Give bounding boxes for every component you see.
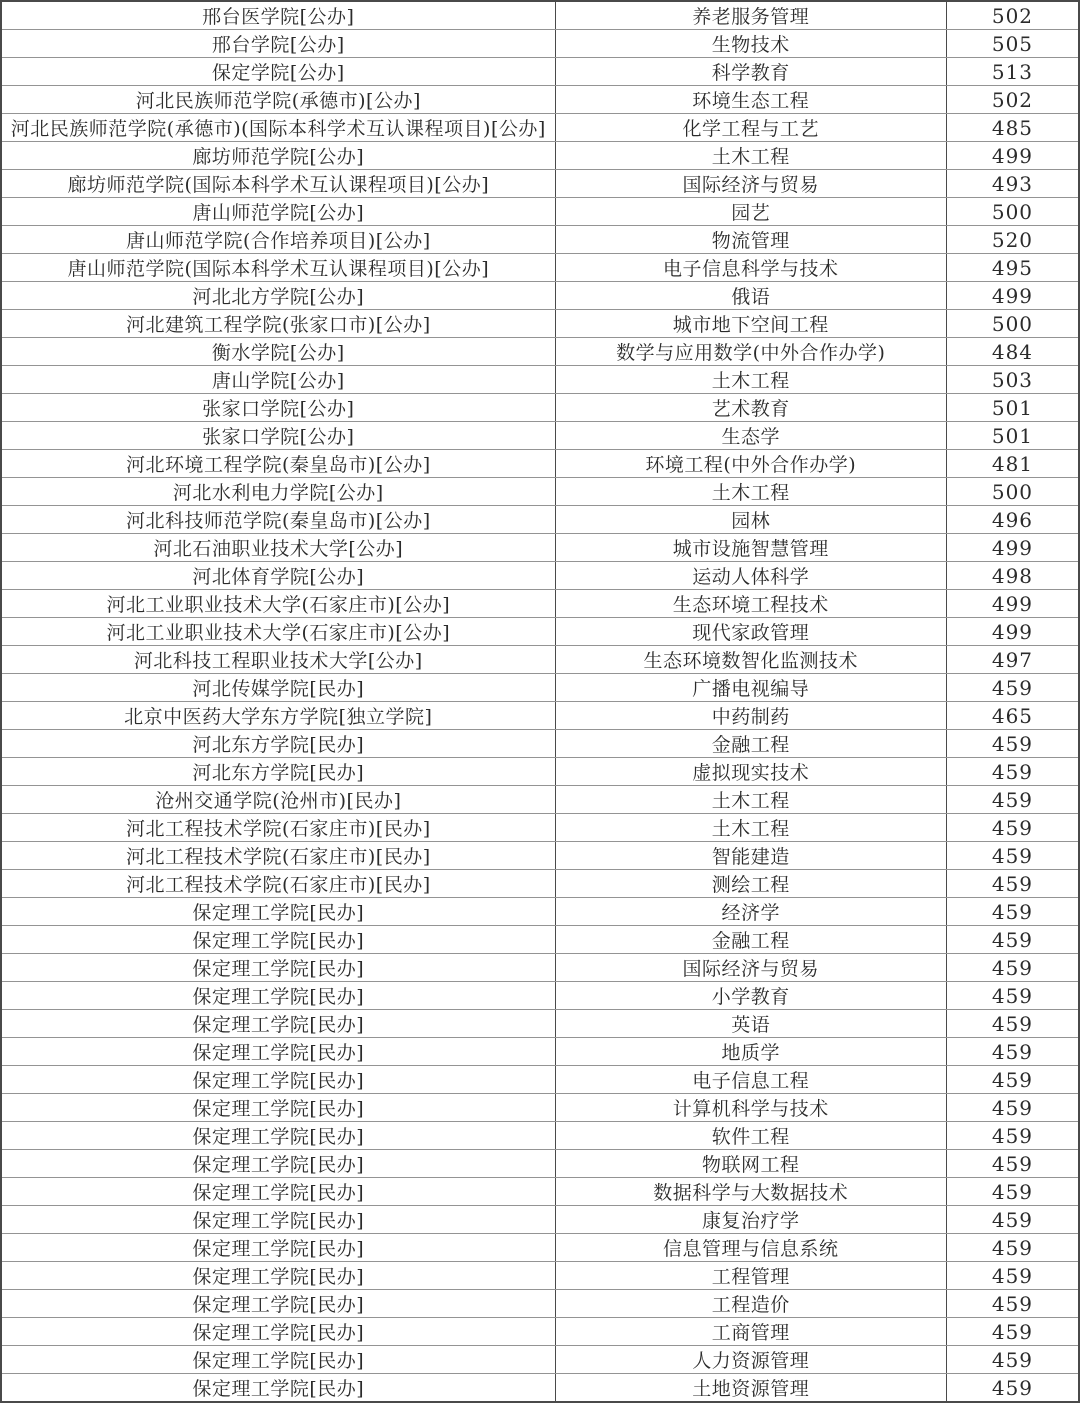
school-cell: 保定理工学院[民办] [1, 1010, 555, 1038]
major-cell: 科学教育 [555, 58, 946, 86]
school-cell: 河北工程技术学院(石家庄市)[民办] [1, 842, 555, 870]
school-cell: 廊坊师范学院(国际本科学术互认课程项目)[公办] [1, 170, 555, 198]
score-cell: 459 [946, 926, 1079, 954]
school-cell: 北京中医药大学东方学院[独立学院] [1, 702, 555, 730]
major-cell: 化学工程与工艺 [555, 114, 946, 142]
table-row [1, 478, 1079, 506]
score-cell: 459 [946, 1178, 1079, 1206]
table-row [1, 618, 1079, 646]
table-row [1, 506, 1079, 534]
school-cell: 河北民族师范学院(承德市)(国际本科学术互认课程项目)[公办] [1, 114, 555, 142]
school-cell: 河北水利电力学院[公办] [1, 478, 555, 506]
table-row [1, 646, 1079, 674]
score-cell: 493 [946, 170, 1079, 198]
school-cell: 廊坊师范学院[公办] [1, 142, 555, 170]
school-cell: 保定理工学院[民办] [1, 1290, 555, 1318]
major-cell: 英语 [555, 1010, 946, 1038]
score-cell: 499 [946, 282, 1079, 310]
school-cell: 保定理工学院[民办] [1, 1234, 555, 1262]
major-cell: 土木工程 [555, 786, 946, 814]
score-cell: 500 [946, 310, 1079, 338]
table-row [1, 730, 1079, 758]
school-cell: 保定理工学院[民办] [1, 1318, 555, 1346]
table-row [1, 254, 1079, 282]
score-cell: 459 [946, 1066, 1079, 1094]
score-cell: 459 [946, 1038, 1079, 1066]
major-cell: 智能建造 [555, 842, 946, 870]
school-cell: 沧州交通学院(沧州市)[民办] [1, 786, 555, 814]
major-cell: 现代家政管理 [555, 618, 946, 646]
score-cell: 499 [946, 142, 1079, 170]
school-cell: 保定理工学院[民办] [1, 954, 555, 982]
score-cell: 497 [946, 646, 1079, 674]
score-cell: 459 [946, 982, 1079, 1010]
table-row [1, 422, 1079, 450]
major-cell: 物联网工程 [555, 1150, 946, 1178]
school-cell: 河北北方学院[公办] [1, 282, 555, 310]
score-cell: 459 [946, 1094, 1079, 1122]
score-cell: 484 [946, 338, 1079, 366]
major-cell: 生物技术 [555, 30, 946, 58]
table-row [1, 1150, 1079, 1178]
score-cell: 500 [946, 478, 1079, 506]
major-cell: 人力资源管理 [555, 1346, 946, 1374]
school-cell: 河北传媒学院[民办] [1, 674, 555, 702]
score-cell: 499 [946, 534, 1079, 562]
major-cell: 土木工程 [555, 478, 946, 506]
score-cell: 499 [946, 618, 1079, 646]
school-cell: 唐山师范学院(国际本科学术互认课程项目)[公办] [1, 254, 555, 282]
score-cell: 496 [946, 506, 1079, 534]
table-row [1, 590, 1079, 618]
table-row [1, 1038, 1079, 1066]
school-cell: 唐山学院[公办] [1, 366, 555, 394]
table-row [1, 1318, 1079, 1346]
table-row [1, 1290, 1079, 1318]
school-cell: 河北工程技术学院(石家庄市)[民办] [1, 870, 555, 898]
major-cell: 经济学 [555, 898, 946, 926]
score-cell: 459 [946, 758, 1079, 786]
school-cell: 唐山师范学院(合作培养项目)[公办] [1, 226, 555, 254]
school-cell: 保定理工学院[民办] [1, 982, 555, 1010]
table-row [1, 450, 1079, 478]
major-cell: 金融工程 [555, 730, 946, 758]
school-cell: 保定理工学院[民办] [1, 1262, 555, 1290]
table-row [1, 562, 1079, 590]
school-cell: 河北环境工程学院(秦皇岛市)[公办] [1, 450, 555, 478]
school-cell: 唐山师范学院[公办] [1, 198, 555, 226]
major-cell: 土木工程 [555, 814, 946, 842]
table-row [1, 954, 1079, 982]
score-cell: 500 [946, 198, 1079, 226]
table-row [1, 1262, 1079, 1290]
major-cell: 虚拟现实技术 [555, 758, 946, 786]
major-cell: 国际经济与贸易 [555, 954, 946, 982]
school-cell: 衡水学院[公办] [1, 338, 555, 366]
score-cell: 499 [946, 590, 1079, 618]
score-cell: 459 [946, 674, 1079, 702]
major-cell: 信息管理与信息系统 [555, 1234, 946, 1262]
school-cell: 河北工业职业技术大学(石家庄市)[公办] [1, 590, 555, 618]
major-cell: 生态学 [555, 422, 946, 450]
score-cell: 503 [946, 366, 1079, 394]
major-cell: 养老服务管理 [555, 1, 946, 30]
table-row [1, 814, 1079, 842]
score-cell: 459 [946, 1206, 1079, 1234]
table-row [1, 786, 1079, 814]
table-row [1, 394, 1079, 422]
major-cell: 土木工程 [555, 366, 946, 394]
school-cell: 保定学院[公办] [1, 58, 555, 86]
school-cell: 张家口学院[公办] [1, 422, 555, 450]
major-cell: 软件工程 [555, 1122, 946, 1150]
school-cell: 保定理工学院[民办] [1, 926, 555, 954]
table-row [1, 282, 1079, 310]
major-cell: 环境工程(中外合作办学) [555, 450, 946, 478]
major-cell: 环境生态工程 [555, 86, 946, 114]
major-cell: 工商管理 [555, 1318, 946, 1346]
table-row [1, 870, 1079, 898]
score-cell: 513 [946, 58, 1079, 86]
score-cell: 459 [946, 1290, 1079, 1318]
school-cell: 保定理工学院[民办] [1, 1178, 555, 1206]
major-cell: 数据科学与大数据技术 [555, 1178, 946, 1206]
table-row [1, 86, 1079, 114]
school-cell: 河北体育学院[公办] [1, 562, 555, 590]
score-cell: 502 [946, 86, 1079, 114]
score-cell: 459 [946, 730, 1079, 758]
table-row [1, 1178, 1079, 1206]
major-cell: 工程管理 [555, 1262, 946, 1290]
admission-score-table-body [1, 1, 1079, 1402]
score-cell: 498 [946, 562, 1079, 590]
score-cell: 459 [946, 1010, 1079, 1038]
table-row [1, 926, 1079, 954]
table-row [1, 58, 1079, 86]
major-cell: 园艺 [555, 198, 946, 226]
table-row [1, 1374, 1079, 1403]
school-cell: 河北东方学院[民办] [1, 758, 555, 786]
school-cell: 保定理工学院[民办] [1, 1206, 555, 1234]
school-cell: 河北石油职业技术大学[公办] [1, 534, 555, 562]
school-cell: 保定理工学院[民办] [1, 1094, 555, 1122]
school-cell: 保定理工学院[民办] [1, 1346, 555, 1374]
table-row [1, 1, 1079, 30]
major-cell: 工程造价 [555, 1290, 946, 1318]
score-cell: 465 [946, 702, 1079, 730]
score-cell: 459 [946, 814, 1079, 842]
score-cell: 459 [946, 842, 1079, 870]
table-row [1, 842, 1079, 870]
school-cell: 保定理工学院[民办] [1, 1038, 555, 1066]
table-row [1, 30, 1079, 58]
major-cell: 广播电视编导 [555, 674, 946, 702]
school-cell: 河北建筑工程学院(张家口市)[公办] [1, 310, 555, 338]
table-row [1, 1094, 1079, 1122]
major-cell: 地质学 [555, 1038, 946, 1066]
major-cell: 艺术教育 [555, 394, 946, 422]
major-cell: 计算机科学与技术 [555, 1094, 946, 1122]
score-cell: 495 [946, 254, 1079, 282]
school-cell: 邢台学院[公办] [1, 30, 555, 58]
table-row [1, 226, 1079, 254]
major-cell: 数学与应用数学(中外合作办学) [555, 338, 946, 366]
table-row [1, 198, 1079, 226]
school-cell: 河北东方学院[民办] [1, 730, 555, 758]
table-row [1, 1234, 1079, 1262]
score-cell: 459 [946, 954, 1079, 982]
major-cell: 物流管理 [555, 226, 946, 254]
major-cell: 电子信息科学与技术 [555, 254, 946, 282]
major-cell: 土地资源管理 [555, 1374, 946, 1403]
school-cell: 保定理工学院[民办] [1, 1150, 555, 1178]
table-row [1, 898, 1079, 926]
score-cell: 459 [946, 786, 1079, 814]
school-cell: 河北工业职业技术大学(石家庄市)[公办] [1, 618, 555, 646]
table-row [1, 142, 1079, 170]
score-cell: 459 [946, 1346, 1079, 1374]
major-cell: 城市设施智慧管理 [555, 534, 946, 562]
major-cell: 金融工程 [555, 926, 946, 954]
major-cell: 土木工程 [555, 142, 946, 170]
table-row [1, 366, 1079, 394]
score-cell: 505 [946, 30, 1079, 58]
table-row [1, 170, 1079, 198]
table-row [1, 114, 1079, 142]
school-cell: 保定理工学院[民办] [1, 898, 555, 926]
school-cell: 保定理工学院[民办] [1, 1066, 555, 1094]
major-cell: 康复治疗学 [555, 1206, 946, 1234]
school-cell: 保定理工学院[民办] [1, 1122, 555, 1150]
table-row [1, 534, 1079, 562]
score-cell: 459 [946, 1374, 1079, 1403]
major-cell: 俄语 [555, 282, 946, 310]
school-cell: 保定理工学院[民办] [1, 1374, 555, 1403]
score-cell: 520 [946, 226, 1079, 254]
school-cell: 河北科技师范学院(秦皇岛市)[公办] [1, 506, 555, 534]
major-cell: 运动人体科学 [555, 562, 946, 590]
table-row [1, 310, 1079, 338]
score-cell: 481 [946, 450, 1079, 478]
table-row [1, 1122, 1079, 1150]
major-cell: 测绘工程 [555, 870, 946, 898]
table-row [1, 702, 1079, 730]
school-cell: 河北工程技术学院(石家庄市)[民办] [1, 814, 555, 842]
score-cell: 459 [946, 1318, 1079, 1346]
score-cell: 501 [946, 422, 1079, 450]
major-cell: 城市地下空间工程 [555, 310, 946, 338]
table-row [1, 338, 1079, 366]
table-row [1, 1206, 1079, 1234]
major-cell: 园林 [555, 506, 946, 534]
major-cell: 电子信息工程 [555, 1066, 946, 1094]
school-cell: 河北科技工程职业技术大学[公办] [1, 646, 555, 674]
score-cell: 459 [946, 1122, 1079, 1150]
score-cell: 459 [946, 870, 1079, 898]
major-cell: 生态环境工程技术 [555, 590, 946, 618]
table-row [1, 1010, 1079, 1038]
table-row [1, 1066, 1079, 1094]
score-cell: 459 [946, 1262, 1079, 1290]
table-row [1, 1346, 1079, 1374]
table-row [1, 758, 1079, 786]
score-cell: 459 [946, 1234, 1079, 1262]
score-cell: 485 [946, 114, 1079, 142]
major-cell: 中药制药 [555, 702, 946, 730]
school-cell: 邢台医学院[公办] [1, 1, 555, 30]
major-cell: 生态环境数智化监测技术 [555, 646, 946, 674]
score-cell: 459 [946, 1150, 1079, 1178]
school-cell: 张家口学院[公办] [1, 394, 555, 422]
major-cell: 小学教育 [555, 982, 946, 1010]
table-row [1, 982, 1079, 1010]
major-cell: 国际经济与贸易 [555, 170, 946, 198]
school-cell: 河北民族师范学院(承德市)[公办] [1, 86, 555, 114]
table-row [1, 674, 1079, 702]
score-cell: 501 [946, 394, 1079, 422]
score-cell: 459 [946, 898, 1079, 926]
score-cell: 502 [946, 1, 1079, 30]
